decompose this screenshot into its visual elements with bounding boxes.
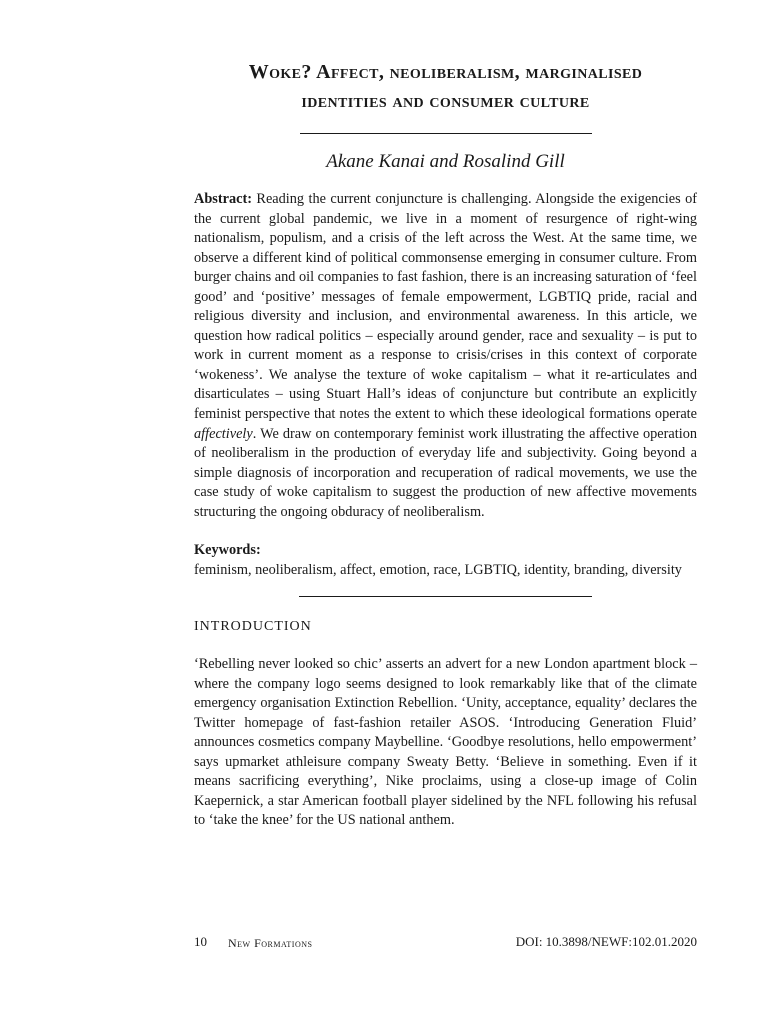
page-number: 10: [194, 934, 207, 949]
abstract-emphasis: affectively: [194, 425, 253, 442]
article-title-line-2: identities and consumer culture: [301, 90, 590, 112]
doi: DOI: 10.3898/NEWF:102.01.2020: [515, 934, 697, 949]
section-divider: [299, 596, 592, 597]
abstract-text-part-1: Reading the current conjuncture is challenging. Alongside the exigencies of the current global pandemic, we live in a moment of resurgence of right-wing nationalism, populism, and a crisis of the left across the West. At the same time, we observe a different kind of political commonsense emerging in consumer culture. From burger chains and oil companies to fast fashion, there is an increasing saturation of ‘feel good’ and ‘positive’ messages of female empowerment, LGBTIQ pride, racial and religious diversity and inclusion, and environmental awareness. In this article, we question how radical politics – especially around gender, race and sexuality – is put to work in current moment as a response to crisis/crises in this context of corporate ‘wokeness’. We analyse the texture of woke capitalism – what it re-articulates and disarticulates – using Stuart Hall’s ideas of conjuncture but contribute an explicitly feminist perspective that notes the extent to which these ideological formations operate: [194, 191, 697, 423]
abstract: [194, 190, 697, 522]
journal-name: New Formations: [228, 936, 313, 950]
section-heading-introduction: INTRODUCTION: [194, 619, 312, 635]
article-page: [194, 58, 697, 845]
authors: Akane Kanai and Rosalind Gill: [326, 151, 565, 172]
article-title-line-1: Woke? Affect, neoliberalism, marginalised: [248, 61, 643, 83]
keywords-label: Keywords:: [194, 542, 261, 559]
keywords-text: feminism, neoliberalism, affect, emotion, race, LGBTIQ, identity, branding, diversity: [194, 561, 682, 578]
abstract-text-part-2: . We draw on contemporary feminist work illustrating the affective operation of neoliberalism in the production of everyday life and subjectivity. Going beyond a simple diagnosis of incorporation and recuperation of radical movements, we use the case study of woke capitalism to suggest the production of new affective movements structuring the ongoing obduracy of neoliberalism.: [194, 425, 697, 520]
keywords: [194, 541, 697, 580]
introduction-paragraph: ‘Rebelling never looked so chic’ asserts an advert for a new London apartment block – where the company logo seems designed to look remarkably like that of the climate emergency organisation Extinction Rebellion. ‘Unity, acceptance, equality’ declares the Twitter homepage of fast-fashion retailer ASOS. ‘Introducing Generation Fluid’ announces cosmetics company Maybelline. ‘Goodbye resolutions, hello empowerment’ says upmarket athleisure company Sweaty Betty. ‘Believe in something. Even if it means sacrificing everything’, Nike proclaims, using a close-up image of Colin Kaepernick, a star American football player sidelined by the NFL following his refusal to ‘take the knee’ for the US national anthem.: [194, 656, 697, 829]
article-title: [182, 58, 709, 116]
title-divider: [300, 133, 592, 134]
abstract-label: Abstract:: [194, 191, 252, 207]
